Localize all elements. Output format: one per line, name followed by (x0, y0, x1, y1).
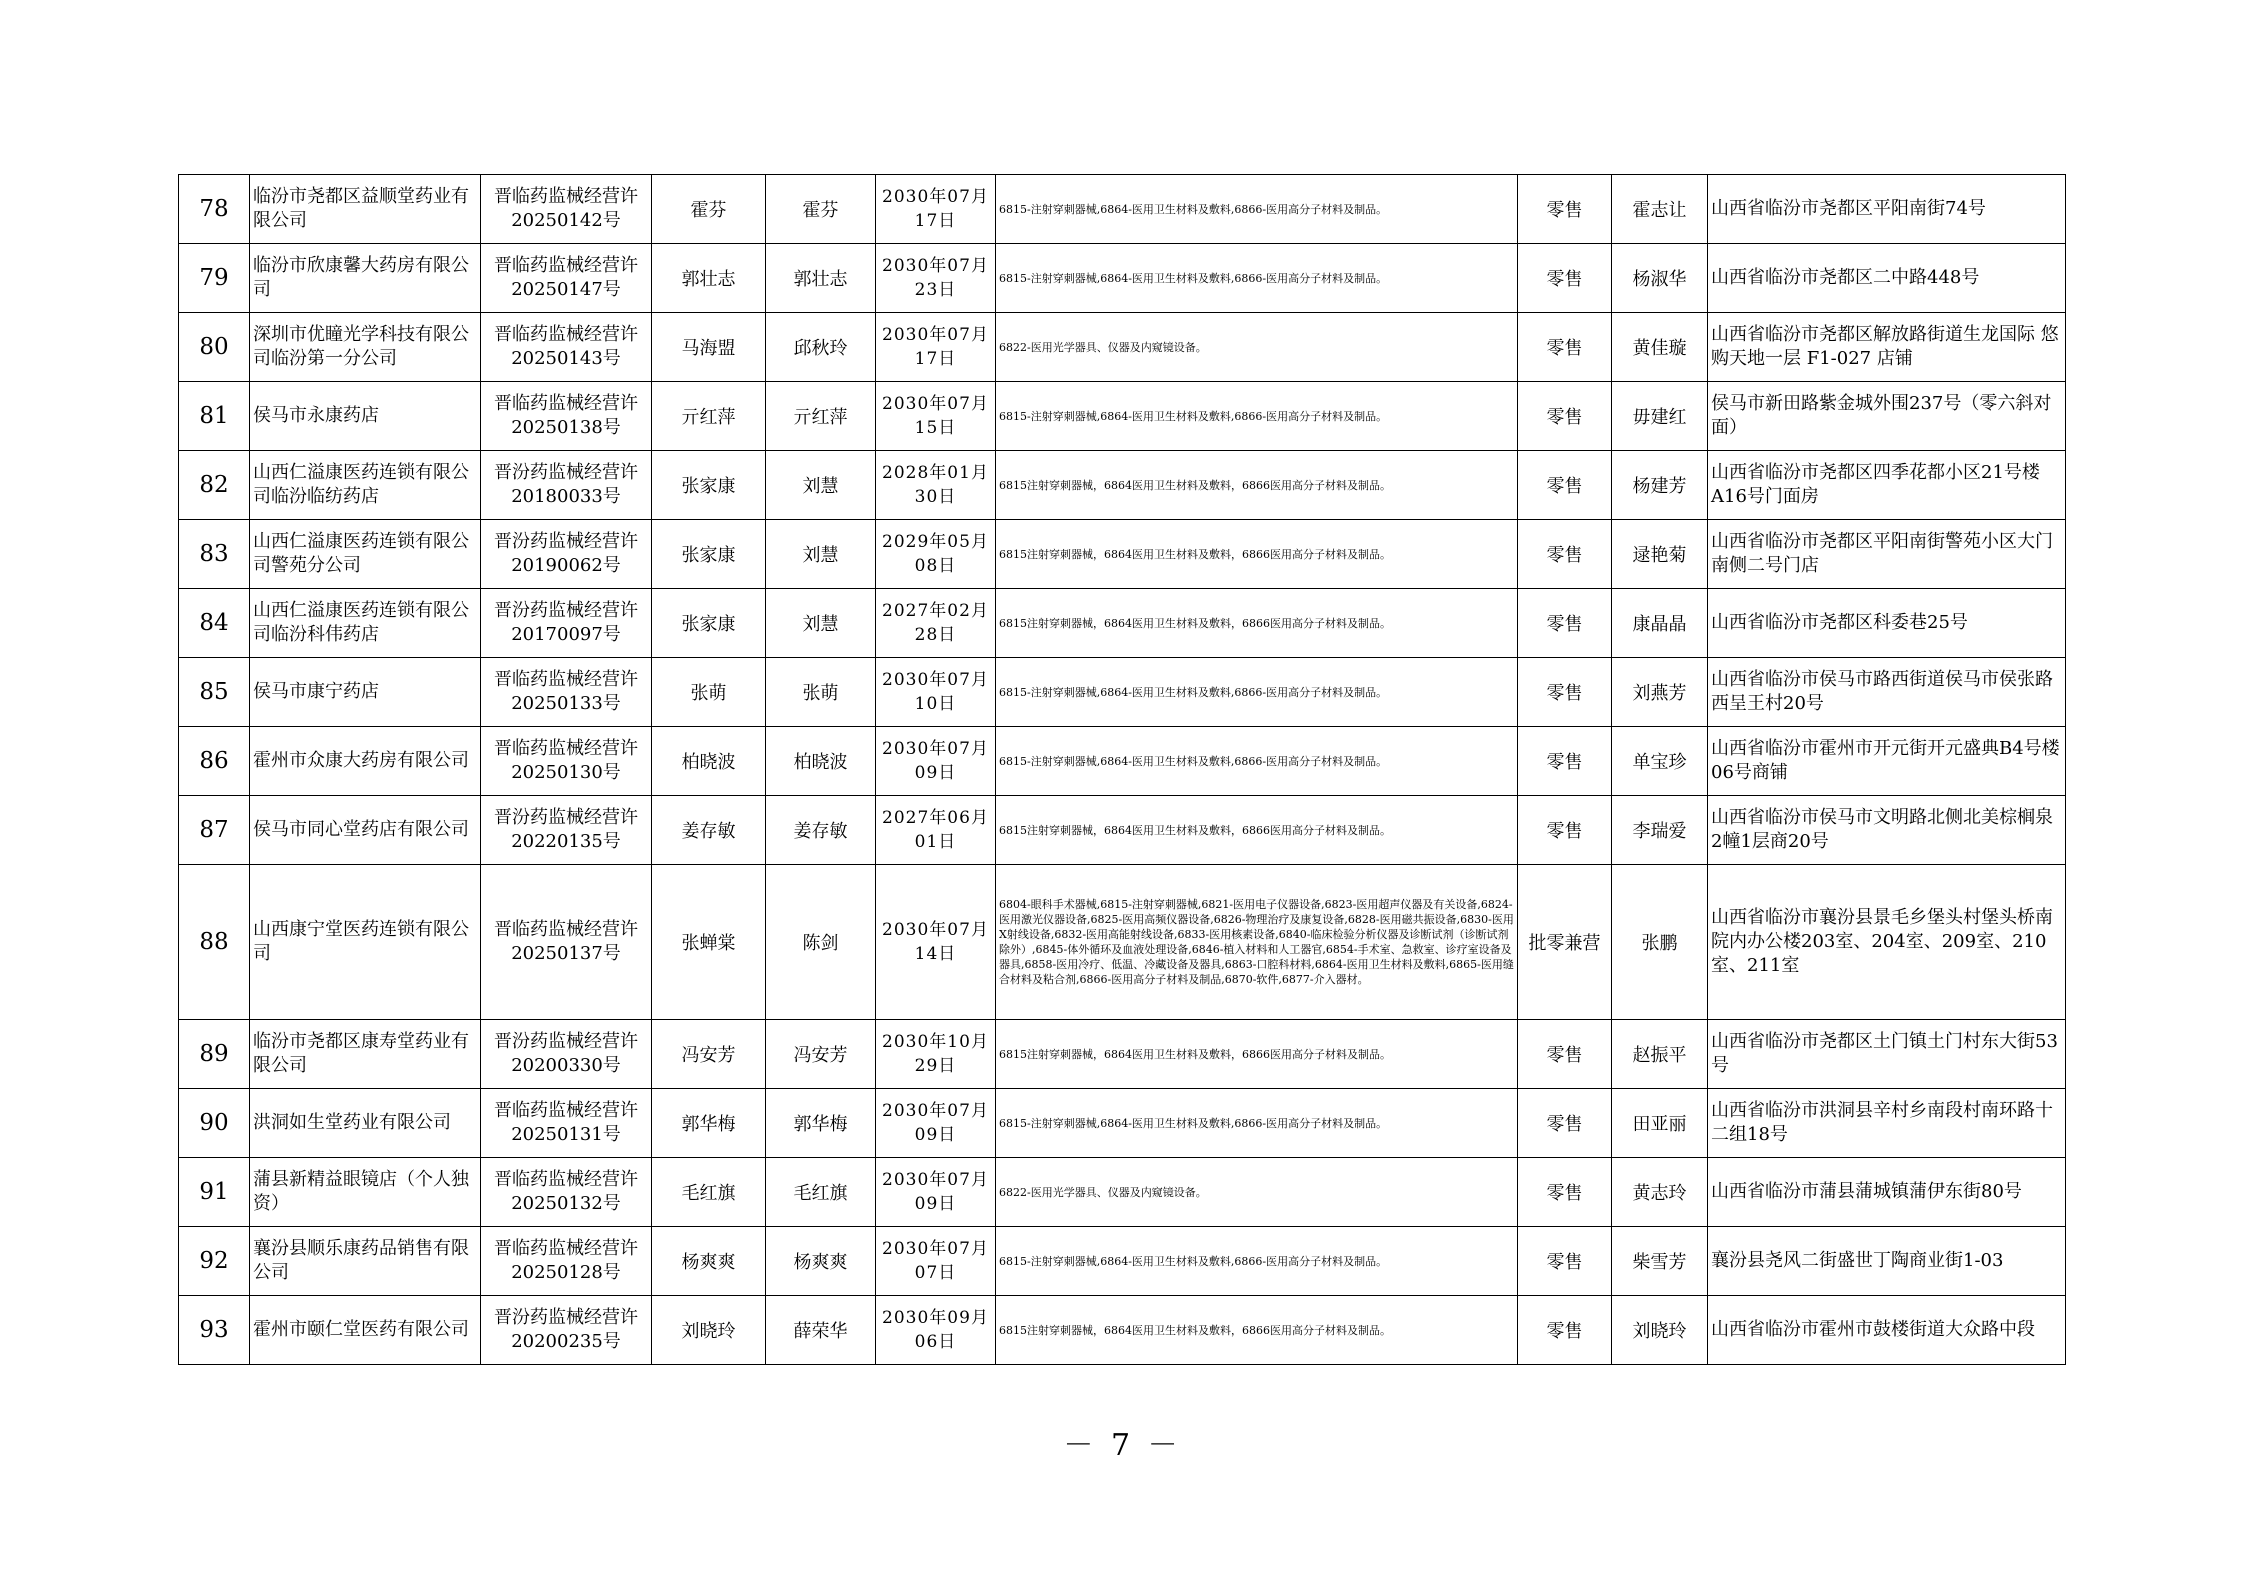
row-number-cell: 87 (179, 796, 250, 865)
table-body (179, 175, 2066, 1365)
address-cell: 山西省临汾市霍州市鼓楼街道大众路中段 (1708, 1296, 2066, 1365)
table-row (179, 520, 2066, 589)
license-number-cell: 晋汾药监械经营许20200330号 (481, 1020, 652, 1089)
business-scope-cell: 6815-注射穿刺器械,6864-医用卫生材料及敷料,6866-医用高分子材料及制品。 (996, 244, 1518, 313)
business-scope-cell: 6815注射穿刺器械，6864医用卫生材料及敷料，6866医用高分子材料及制品。 (996, 1296, 1518, 1365)
business-mode-cell: 零售 (1518, 1296, 1612, 1365)
business-scope-cell: 6815注射穿刺器械，6864医用卫生材料及敷料，6866医用高分子材料及制品。 (996, 589, 1518, 658)
validity-date-cell: 2028年01月30日 (876, 451, 996, 520)
row-number-cell: 84 (179, 589, 250, 658)
enterprise-head-cell: 亓红萍 (766, 382, 876, 451)
table-row (179, 244, 2066, 313)
table-row (179, 382, 2066, 451)
enterprise-name-cell: 山西仁溢康医药连锁有限公司警苑分公司 (250, 520, 481, 589)
row-number-cell: 90 (179, 1089, 250, 1158)
business-mode-cell: 零售 (1518, 520, 1612, 589)
enterprise-head-cell: 刘慧 (766, 589, 876, 658)
quality-manager-cell: 刘晓玲 (1612, 1296, 1708, 1365)
legal-representative-cell: 刘晓玲 (652, 1296, 766, 1365)
license-number-cell: 晋汾药监械经营许20170097号 (481, 589, 652, 658)
table-row (179, 1227, 2066, 1296)
address-cell: 山西省临汾市尧都区土门镇土门村东大街53号 (1708, 1020, 2066, 1089)
quality-manager-cell: 单宝珍 (1612, 727, 1708, 796)
license-number-cell: 晋临药监械经营许20250132号 (481, 1158, 652, 1227)
enterprise-name-cell: 襄汾县顺乐康药品销售有限公司 (250, 1227, 481, 1296)
enterprise-table (178, 174, 2066, 1365)
validity-date-cell: 2030年07月17日 (876, 313, 996, 382)
business-scope-cell: 6822-医用光学器具、仪器及内窥镜设备。 (996, 313, 1518, 382)
business-mode-cell: 零售 (1518, 1020, 1612, 1089)
legal-representative-cell: 张家康 (652, 451, 766, 520)
validity-date-cell: 2029年05月08日 (876, 520, 996, 589)
row-number-cell: 92 (179, 1227, 250, 1296)
table-row (179, 796, 2066, 865)
legal-representative-cell: 张家康 (652, 520, 766, 589)
row-number-cell: 91 (179, 1158, 250, 1227)
enterprise-name-cell: 临汾市尧都区益顺堂药业有限公司 (250, 175, 481, 244)
address-cell: 山西省临汾市尧都区解放路街道生龙国际 悠购天地一层 F1-027 店铺 (1708, 313, 2066, 382)
quality-manager-cell: 杨建芳 (1612, 451, 1708, 520)
business-scope-cell: 6822-医用光学器具、仪器及内窥镜设备。 (996, 1158, 1518, 1227)
table-row (179, 1020, 2066, 1089)
address-cell: 山西省临汾市侯马市文明路北侧北美棕榈泉2幢1层商20号 (1708, 796, 2066, 865)
enterprise-head-cell: 陈剑 (766, 865, 876, 1020)
enterprise-head-cell: 柏晓波 (766, 727, 876, 796)
validity-date-cell: 2030年07月23日 (876, 244, 996, 313)
business-mode-cell: 零售 (1518, 244, 1612, 313)
business-mode-cell: 零售 (1518, 796, 1612, 865)
legal-representative-cell: 张家康 (652, 589, 766, 658)
business-scope-cell: 6815-注射穿刺器械,6864-医用卫生材料及敷料,6866-医用高分子材料及制品。 (996, 382, 1518, 451)
quality-manager-cell: 李瑞爱 (1612, 796, 1708, 865)
table-row (179, 658, 2066, 727)
table-row (179, 451, 2066, 520)
address-cell: 山西省临汾市蒲县蒲城镇蒲伊东街80号 (1708, 1158, 2066, 1227)
business-scope-cell: 6815-注射穿刺器械,6864-医用卫生材料及敷料,6866-医用高分子材料及制品。 (996, 658, 1518, 727)
legal-representative-cell: 郭华梅 (652, 1089, 766, 1158)
quality-manager-cell: 赵振平 (1612, 1020, 1708, 1089)
enterprise-head-cell: 毛红旗 (766, 1158, 876, 1227)
business-mode-cell: 零售 (1518, 1089, 1612, 1158)
quality-manager-cell: 黄佳璇 (1612, 313, 1708, 382)
enterprise-head-cell: 张萌 (766, 658, 876, 727)
business-scope-cell: 6815-注射穿刺器械,6864-医用卫生材料及敷料,6866-医用高分子材料及制品。 (996, 727, 1518, 796)
quality-manager-cell: 康晶晶 (1612, 589, 1708, 658)
business-mode-cell: 零售 (1518, 727, 1612, 796)
validity-date-cell: 2030年09月06日 (876, 1296, 996, 1365)
row-number-cell: 78 (179, 175, 250, 244)
business-scope-cell: 6815-注射穿刺器械,6864-医用卫生材料及敷料,6866-医用高分子材料及制品。 (996, 1227, 1518, 1296)
business-mode-cell: 批零兼营 (1518, 865, 1612, 1020)
enterprise-head-cell: 邱秋玲 (766, 313, 876, 382)
business-mode-cell: 零售 (1518, 451, 1612, 520)
table-row (179, 1158, 2066, 1227)
legal-representative-cell: 郭壮志 (652, 244, 766, 313)
quality-manager-cell: 霍志让 (1612, 175, 1708, 244)
validity-date-cell: 2030年07月09日 (876, 1089, 996, 1158)
enterprise-name-cell: 侯马市同心堂药店有限公司 (250, 796, 481, 865)
row-number-cell: 81 (179, 382, 250, 451)
validity-date-cell: 2030年07月10日 (876, 658, 996, 727)
address-cell: 山西省临汾市襄汾县景毛乡堡头村堡头桥南院内办公楼203室、204室、209室、210室、211室 (1708, 865, 2066, 1020)
legal-representative-cell: 杨爽爽 (652, 1227, 766, 1296)
business-mode-cell: 零售 (1518, 1227, 1612, 1296)
business-mode-cell: 零售 (1518, 313, 1612, 382)
table-row (179, 865, 2066, 1020)
license-number-cell: 晋临药监械经营许20250128号 (481, 1227, 652, 1296)
quality-manager-cell: 张鹏 (1612, 865, 1708, 1020)
license-number-cell: 晋汾药监械经营许20220135号 (481, 796, 652, 865)
validity-date-cell: 2030年07月14日 (876, 865, 996, 1020)
business-scope-cell: 6815-注射穿刺器械,6864-医用卫生材料及敷料,6866-医用高分子材料及制品。 (996, 175, 1518, 244)
validity-date-cell: 2030年10月29日 (876, 1020, 996, 1089)
enterprise-name-cell: 霍州市众康大药房有限公司 (250, 727, 481, 796)
row-number-cell: 88 (179, 865, 250, 1020)
business-scope-cell: 6815-注射穿刺器械,6864-医用卫生材料及敷料,6866-医用高分子材料及制品。 (996, 1089, 1518, 1158)
enterprise-name-cell: 蒲县新精益眼镜店（个人独资） (250, 1158, 481, 1227)
quality-manager-cell: 毋建红 (1612, 382, 1708, 451)
legal-representative-cell: 霍芬 (652, 175, 766, 244)
license-number-cell: 晋汾药监械经营许20200235号 (481, 1296, 652, 1365)
business-scope-cell: 6815注射穿刺器械，6864医用卫生材料及敷料，6866医用高分子材料及制品。 (996, 520, 1518, 589)
enterprise-head-cell: 郭壮志 (766, 244, 876, 313)
row-number-cell: 85 (179, 658, 250, 727)
address-cell: 山西省临汾市洪洞县辛村乡南段村南环路十二组18号 (1708, 1089, 2066, 1158)
business-mode-cell: 零售 (1518, 175, 1612, 244)
enterprise-name-cell: 山西仁溢康医药连锁有限公司临汾科伟药店 (250, 589, 481, 658)
enterprise-name-cell: 临汾市欣康馨大药房有限公司 (250, 244, 481, 313)
legal-representative-cell: 姜存敏 (652, 796, 766, 865)
address-cell: 襄汾县尧风二街盛世丁陶商业街1-03 (1708, 1227, 2066, 1296)
address-cell: 侯马市新田路紫金城外围237号（零六斜对面） (1708, 382, 2066, 451)
business-scope-cell: 6804-眼科手术器械,6815-注射穿刺器械,6821-医用电子仪器设备,6823-医用超声仪器及有关设备,6824-医用激光仪器设备,6825-医用高频仪器设备,6826-物理治疗及康复设备,6828-医用磁共振设备,6830-医用X射线设备,6832-医用高能射线设备,6833-医用核素设备,6840-临床检验分析仪器及诊断试剂（诊断试剂除外）,6845-体外循环及血液处理设备,6846-植入材料和人工器官,6854-手术室、急救室、诊疗室设备及器具,6858-医用冷疗、低温、冷藏设备及器具,6863-口腔科材料,6864-医用卫生材料及敷料,6865-医用缝合材料及粘合剂,6866-医用高分子材料及制品,6870-软件,6877-介入器材。 (996, 865, 1518, 1020)
business-scope-cell: 6815注射穿刺器械，6864医用卫生材料及敷料，6866医用高分子材料及制品。 (996, 1020, 1518, 1089)
table-row (179, 1296, 2066, 1365)
license-number-cell: 晋临药监械经营许20250133号 (481, 658, 652, 727)
address-cell: 山西省临汾市尧都区科委巷25号 (1708, 589, 2066, 658)
quality-manager-cell: 黄志玲 (1612, 1158, 1708, 1227)
validity-date-cell: 2030年07月09日 (876, 727, 996, 796)
quality-manager-cell: 刘燕芳 (1612, 658, 1708, 727)
address-cell: 山西省临汾市尧都区二中路448号 (1708, 244, 2066, 313)
enterprise-head-cell: 刘慧 (766, 451, 876, 520)
enterprise-head-cell: 郭华梅 (766, 1089, 876, 1158)
enterprise-head-cell: 刘慧 (766, 520, 876, 589)
enterprise-name-cell: 霍州市颐仁堂医药有限公司 (250, 1296, 481, 1365)
legal-representative-cell: 张萌 (652, 658, 766, 727)
enterprise-head-cell: 杨爽爽 (766, 1227, 876, 1296)
license-number-cell: 晋临药监械经营许20250130号 (481, 727, 652, 796)
business-mode-cell: 零售 (1518, 589, 1612, 658)
row-number-cell: 79 (179, 244, 250, 313)
business-scope-cell: 6815注射穿刺器械，6864医用卫生材料及敷料，6866医用高分子材料及制品。 (996, 796, 1518, 865)
row-number-cell: 80 (179, 313, 250, 382)
validity-date-cell: 2027年06月01日 (876, 796, 996, 865)
table-row (179, 1089, 2066, 1158)
validity-date-cell: 2030年07月17日 (876, 175, 996, 244)
enterprise-head-cell: 霍芬 (766, 175, 876, 244)
page-number: － 7 － (1063, 1428, 1182, 1463)
row-number-cell: 83 (179, 520, 250, 589)
legal-representative-cell: 亓红萍 (652, 382, 766, 451)
enterprise-name-cell: 山西康宁堂医药连锁有限公司 (250, 865, 481, 1020)
legal-representative-cell: 冯安芳 (652, 1020, 766, 1089)
enterprise-head-cell: 薛荣华 (766, 1296, 876, 1365)
legal-representative-cell: 柏晓波 (652, 727, 766, 796)
quality-manager-cell: 逯艳菊 (1612, 520, 1708, 589)
legal-representative-cell: 张蝉棠 (652, 865, 766, 1020)
quality-manager-cell: 柴雪芳 (1612, 1227, 1708, 1296)
license-number-cell: 晋临药监械经营许20250147号 (481, 244, 652, 313)
enterprise-name-cell: 深圳市优瞳光学科技有限公司临汾第一分公司 (250, 313, 481, 382)
legal-representative-cell: 马海盟 (652, 313, 766, 382)
row-number-cell: 86 (179, 727, 250, 796)
table-row (179, 589, 2066, 658)
business-mode-cell: 零售 (1518, 1158, 1612, 1227)
enterprise-name-cell: 洪洞如生堂药业有限公司 (250, 1089, 481, 1158)
license-number-cell: 晋临药监械经营许20250138号 (481, 382, 652, 451)
row-number-cell: 93 (179, 1296, 250, 1365)
license-number-cell: 晋临药监械经营许20250142号 (481, 175, 652, 244)
quality-manager-cell: 田亚丽 (1612, 1089, 1708, 1158)
enterprise-name-cell: 山西仁溢康医药连锁有限公司临汾临纺药店 (250, 451, 481, 520)
address-cell: 山西省临汾市尧都区平阳南街74号 (1708, 175, 2066, 244)
validity-date-cell: 2030年07月09日 (876, 1158, 996, 1227)
table-row (179, 175, 2066, 244)
enterprise-name-cell: 侯马市康宁药店 (250, 658, 481, 727)
enterprise-name-cell: 侯马市永康药店 (250, 382, 481, 451)
enterprise-head-cell: 冯安芳 (766, 1020, 876, 1089)
business-mode-cell: 零售 (1518, 658, 1612, 727)
address-cell: 山西省临汾市尧都区四季花都小区21号楼A16号门面房 (1708, 451, 2066, 520)
business-scope-cell: 6815注射穿刺器械，6864医用卫生材料及敷料，6866医用高分子材料及制品。 (996, 451, 1518, 520)
license-number-cell: 晋临药监械经营许20250137号 (481, 865, 652, 1020)
license-number-cell: 晋汾药监械经营许20190062号 (481, 520, 652, 589)
address-cell: 山西省临汾市尧都区平阳南街警苑小区大门南侧二号门店 (1708, 520, 2066, 589)
row-number-cell: 89 (179, 1020, 250, 1089)
enterprise-name-cell: 临汾市尧都区康寿堂药业有限公司 (250, 1020, 481, 1089)
row-number-cell: 82 (179, 451, 250, 520)
license-number-cell: 晋临药监械经营许20250143号 (481, 313, 652, 382)
address-cell: 山西省临汾市霍州市开元街开元盛典B4号楼06号商铺 (1708, 727, 2066, 796)
enterprise-head-cell: 姜存敏 (766, 796, 876, 865)
validity-date-cell: 2027年02月28日 (876, 589, 996, 658)
quality-manager-cell: 杨淑华 (1612, 244, 1708, 313)
table-row (179, 727, 2066, 796)
address-cell: 山西省临汾市侯马市路西街道侯马市侯张路西呈王村20号 (1708, 658, 2066, 727)
legal-representative-cell: 毛红旗 (652, 1158, 766, 1227)
business-mode-cell: 零售 (1518, 382, 1612, 451)
table-row (179, 313, 2066, 382)
validity-date-cell: 2030年07月15日 (876, 382, 996, 451)
license-number-cell: 晋汾药监械经营许20180033号 (481, 451, 652, 520)
license-number-cell: 晋临药监械经营许20250131号 (481, 1089, 652, 1158)
validity-date-cell: 2030年07月07日 (876, 1227, 996, 1296)
